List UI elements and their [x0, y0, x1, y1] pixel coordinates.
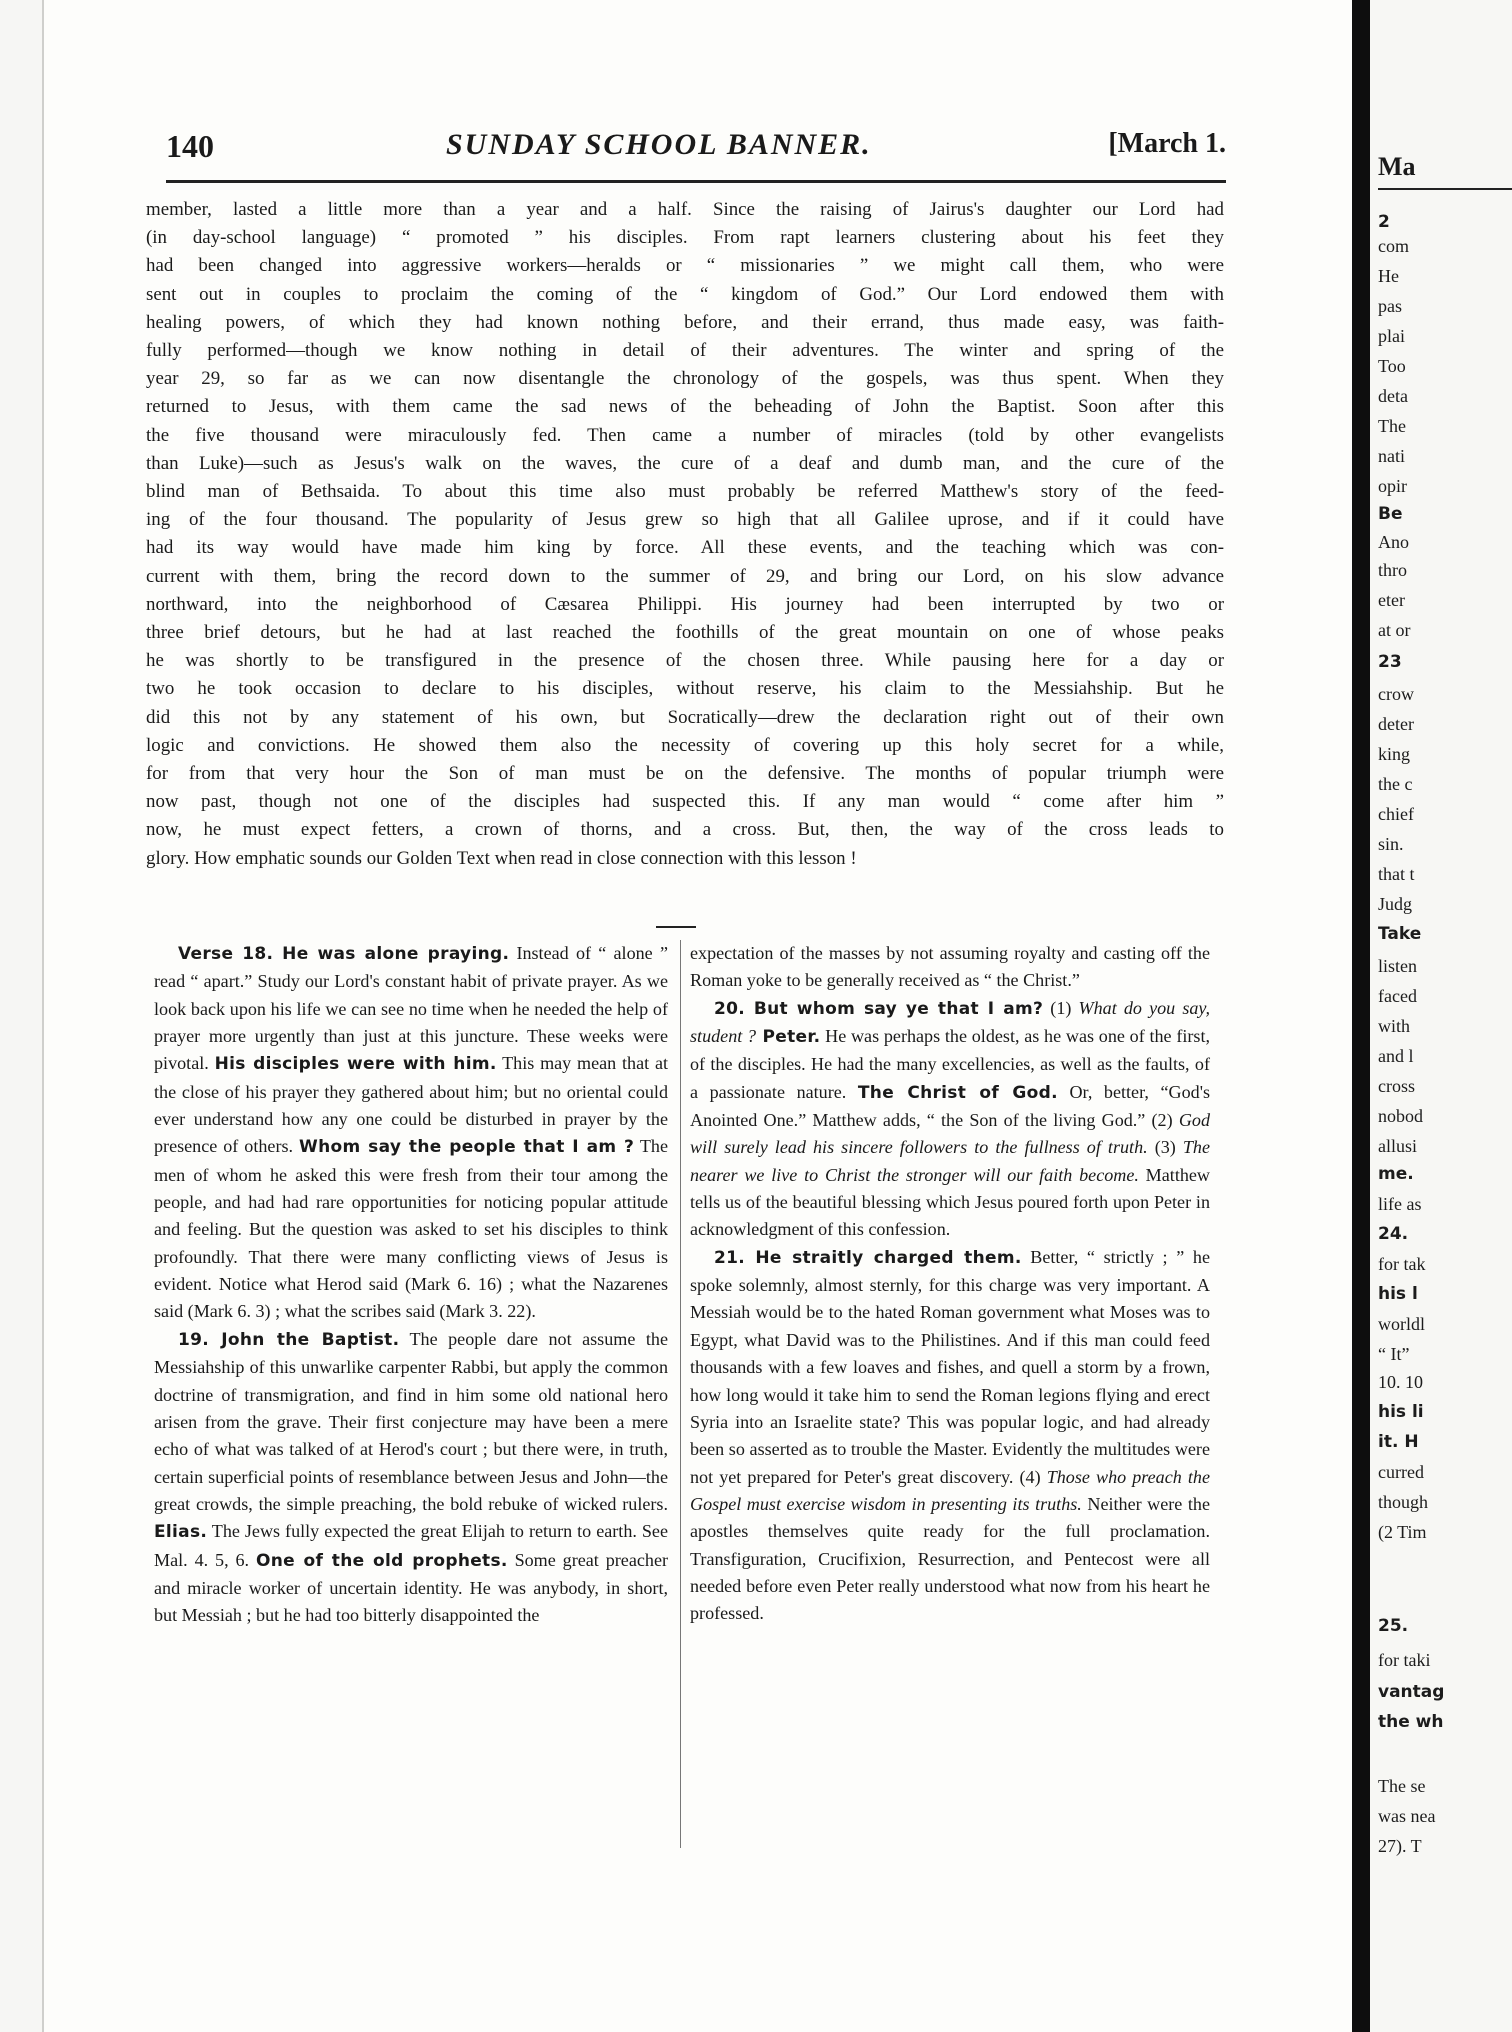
intro-line: year 29, so far as we can now disentangle the chronology of the gospels, was thus spent. When they: [146, 368, 1224, 390]
facing-page-line: thro: [1378, 560, 1407, 580]
intro-paragraph: [146, 196, 1224, 873]
facing-page-line: cross: [1378, 1076, 1415, 1096]
continued-text: expectation of the masses by not assuming royalty and casting off the Roman yoke to be generally received as “ the Christ.”: [690, 943, 1210, 991]
intro-line: member, lasted a little more than a year and a half. Since the raising of Jairus's daughter our Lord had: [146, 199, 1224, 220]
facing-page-line: with: [1378, 1016, 1411, 1036]
verse-20-text: (1): [1043, 997, 1079, 1018]
verse-21-text: Better, “ strictly ; ” he spoke solemnly, almost sternly, for this charge was very important. A Messiah would be to the hated Roman government what Moses was to Egypt, what David was to the Philistines. And if this man could feed thousands with a few loaves and fishes, and quell a storm by a frown, how long would it take him to send the Roman legions flying and erect Syria into an Israelite state? This was popular logic, and had already been so asserted as to trouble the Master. Evidently the multitudes were not yet prepared for Peter's great discovery. (4): [690, 1246, 1210, 1487]
verse-18-text: Instead of “ alone ” read “ apart.” Study our Lord's constant habit of private prayer. As we look back upon his life we can see no time when he needed the help of prayer more urgently than just at this juncture. These weeks were pivotal.: [154, 943, 668, 1074]
intro-line: logic and convictions. He showed them also the necessity of covering up this holy secret for a while,: [146, 734, 1224, 756]
facing-page-line: it. H: [1378, 1432, 1419, 1452]
facing-page-line: his l: [1378, 1284, 1418, 1304]
intro-line: had its way would have made him king by force. All these events, and the teaching which was con-: [146, 537, 1224, 559]
verse-18-note: [154, 940, 668, 1326]
facing-page-line: life as: [1378, 1194, 1422, 1214]
facing-page-header: Ma: [1378, 152, 1416, 181]
intro-line: he was shortly to be transfigured in the presence of the chosen three. While pausing here for a day or: [146, 650, 1224, 672]
facing-page-rule: [1378, 188, 1512, 190]
facing-page-line: 24.: [1378, 1224, 1409, 1244]
intro-line: than Luke)—such as Jesus's walk on the waves, the cure of a deaf and dumb man, and the cure of the: [146, 452, 1224, 474]
facing-page-line: worldl: [1378, 1314, 1425, 1334]
facing-page-line: faced: [1378, 986, 1417, 1006]
verse-20-italic-3: The nearer we live to Christ the stronger will our faith become.: [690, 1137, 1210, 1185]
running-date: [March 1.: [1108, 128, 1226, 159]
facing-page-line: (2 Tim: [1378, 1522, 1427, 1542]
facing-page-line: pas: [1378, 296, 1402, 316]
facing-page-line: 27). T: [1378, 1836, 1422, 1856]
intro-line: current with them, bring the record down to the summer of 29, and bring our Lord, on his slow advance: [146, 565, 1224, 587]
verse-19-text: The people dare not assume the Messiahship of this unwarlike carpenter Rabbi, but apply the common doctrine of transmigration, and find in him some old national hero arisen from the grave. Their first conjecture may have been a mere echo of what was talked of at Herod's court ; but there were, in truth, certain superficial points of resemblance between Jesus and John—the great crowds, the simple preaching, the bold rebuke of wicked rulers.: [154, 1328, 668, 1514]
verse-19-text-3: Some great preacher and miracle worker of uncertain identity. He was anybody, in short, but Messiah ; but he had too bitterly disappointed the: [154, 1549, 669, 1626]
facing-page-line: Be: [1378, 504, 1403, 524]
verse-20-text-4: (3): [1147, 1137, 1183, 1158]
intro-line: healing powers, of which they had known nothing before, and their errand, thus made easy, was faith-: [146, 311, 1224, 333]
facing-page-line: Take: [1378, 924, 1422, 944]
facing-page-line: that t: [1378, 864, 1415, 884]
intro-line: the five thousand were miraculously fed. Then came a number of miracles (told by other evangelists: [146, 424, 1224, 446]
intro-line: sent out in couples to proclaim the coming of the “ kingdom of God.” Our Lord endowed them with: [146, 283, 1224, 305]
verse-19-subheading-elias: Elias.: [154, 1522, 208, 1543]
facing-page-line: Judg: [1378, 894, 1413, 914]
facing-page-line: the wh: [1378, 1712, 1444, 1732]
running-header: [166, 128, 1226, 172]
verse-20-subheading-peter: Peter.: [756, 1027, 821, 1048]
verse-18-heading: Verse 18. He was alone praying.: [178, 944, 510, 964]
verse-21-note: [690, 1244, 1210, 1628]
verse-18-text-2: This may mean that at the close of his prayer they gathered about him; but no oriental could ever understand how any one could be disturbed in prayer by the presence of others.: [154, 1053, 668, 1157]
facing-page-line: com: [1378, 236, 1409, 256]
facing-page-line: 2: [1378, 212, 1390, 232]
facing-page-line: and l: [1378, 1046, 1414, 1066]
intro-line: now, he must expect fetters, a crown of thorns, and a cross. But, then, the way of the cross leads to: [146, 819, 1224, 841]
verse-21-heading: 21. He straitly charged them.: [714, 1247, 1022, 1268]
section-divider: [656, 926, 696, 928]
page-number: 140: [166, 128, 214, 164]
facing-page-line: sin.: [1378, 834, 1404, 854]
intro-line: northward, into the neighborhood of Cæsarea Philippi. His journey had been interrupted by two or: [146, 593, 1224, 615]
verse-20-note: [690, 995, 1210, 1244]
facing-page-line: listen: [1378, 956, 1417, 976]
facing-page-line: for tak: [1378, 1254, 1426, 1274]
facing-page-line: plai: [1378, 326, 1405, 346]
facing-page-fragment: [1370, 0, 1512, 2032]
facing-page-line: The se: [1378, 1776, 1426, 1796]
verse-21-italic: Those who preach the Gospel must exercise wisdom in presenting its truths.: [690, 1466, 1210, 1514]
verse-19-heading: 19. John the Baptist.: [178, 1329, 400, 1350]
intro-line: glory. How emphatic sounds our Golden Text when read in close connection with this lesson !: [146, 847, 857, 869]
header-rule: [166, 180, 1226, 183]
intro-line: now past, though not one of the disciples had suspected this. If any man would “ come after him ”: [146, 791, 1224, 813]
verse-20-text-5: Matthew tells us of the beautiful blessing which Jesus poured forth upon Peter in acknowledgment of this confession.: [690, 1164, 1210, 1240]
facing-page-line: opir: [1378, 476, 1407, 496]
intro-line: did this not by any statement of his own, but Socratically—drew the declaration right out of their own: [146, 706, 1224, 728]
facing-page-line: deter: [1378, 714, 1414, 734]
facing-page-line: allusi: [1378, 1136, 1417, 1156]
facing-page-line: eter: [1378, 590, 1405, 610]
facing-page-line: was nea: [1378, 1806, 1436, 1826]
verse-19-text-2: The Jews fully expected the great Elijah to return to earth. See Mal. 4. 5, 6.: [154, 1521, 668, 1570]
verse-20-heading: 20. But whom say ye that I am?: [714, 998, 1044, 1019]
facing-page-line: his li: [1378, 1402, 1424, 1422]
book-gutter: [1352, 0, 1370, 2032]
facing-page-line: Too: [1378, 356, 1406, 376]
intro-line: two he took occasion to declare to his disciples, without reserve, his claim to the Messiahship. But he: [146, 678, 1224, 700]
intro-line: fully performed—though we know nothing in detail of their adventures. The winter and spring of the: [146, 340, 1224, 362]
facing-page-line: though: [1378, 1492, 1429, 1512]
facing-page-line: for taki: [1378, 1650, 1431, 1670]
verse-20-italic-1: What do you say, student ?: [690, 997, 1210, 1047]
left-column: [154, 940, 668, 1630]
verse-18-subheading-whom: Whom say the people that I am ?: [299, 1137, 635, 1158]
verse-20-text-3: Or, better, “God's Anointed One.” Matthew adds, “ the Son of the living God.” (2): [690, 1081, 1210, 1131]
facing-page-line: deta: [1378, 386, 1408, 406]
intro-line: ing of the four thousand. The popularity of Jesus grew so high that all Galilee uprose, and if it could have: [146, 509, 1224, 531]
facing-page-line: “ It”: [1378, 1344, 1410, 1364]
running-title: SUNDAY SCHOOL BANNER.: [446, 128, 872, 161]
facing-page-line: vantag: [1378, 1682, 1445, 1702]
intro-line: (in day-school language) “ promoted ” his disciples. From rapt learners clustering about his feet they: [146, 227, 1224, 249]
facing-page-line: the c: [1378, 774, 1413, 794]
facing-page-line: 23: [1378, 652, 1402, 672]
verse-19-note: [154, 1326, 668, 1630]
intro-line: had been changed into aggressive workers—heralds or “ missionaries ” we might call them, who were: [146, 255, 1224, 277]
facing-page-line: 25.: [1378, 1616, 1409, 1636]
verse-18-subheading-disciples: His disciples were with him.: [214, 1054, 497, 1075]
intro-line: for from that very hour the Son of man must be on the defensive. The months of popular triumph were: [146, 763, 1224, 785]
right-column: [690, 940, 1210, 1628]
facing-page-line: me.: [1378, 1164, 1414, 1184]
intro-line: three brief detours, but he had at last reached the foothills of the great mountain on one of whose peaks: [146, 622, 1224, 644]
facing-page-line: chief: [1378, 804, 1414, 824]
facing-page-line: crow: [1378, 684, 1414, 704]
intro-line: blind man of Bethsaida. To about this time also must probably be referred Matthew's story of the feed-: [146, 481, 1224, 503]
facing-page-line: Ano: [1378, 532, 1409, 552]
verse-19-subheading-prophets: One of the old prophets.: [255, 1550, 508, 1571]
left-page-edge: [0, 0, 44, 2032]
facing-page-line: 10. 10: [1378, 1372, 1423, 1392]
facing-page-line: He: [1378, 266, 1399, 286]
column-divider: [680, 940, 681, 1848]
verse-20-italic-2: God will surely lead his sincere followers to the fullness of truth.: [690, 1110, 1210, 1158]
facing-page-line: curred: [1378, 1462, 1424, 1482]
facing-page-line: The: [1378, 416, 1406, 436]
verse-18-text-3: The men of whom he asked this were fresh from their tour among the people, and had had rare opportunities for noticing popular attitude and feeling. But the question was asked to set his disciples to think profoundly. That there were many conflicting views of Jesus is evident. Notice what Herod said (Mark 6. 16) ; what the Nazarenes said (Mark 6. 3) ; what the scribes said (Mark 3. 22).: [154, 1136, 668, 1322]
facing-page-line: nobod: [1378, 1106, 1423, 1126]
facing-page-line: nati: [1378, 446, 1405, 466]
facing-page-line: at or: [1378, 620, 1411, 640]
verse-21-text-2: Neither were the apostles themselves quite ready for the full proclamation. Transfiguration, Crucifixion, Resurrection, and Pentecost were all needed before even Peter really understood what now from his heart he professed.: [690, 1493, 1210, 1624]
intro-line: returned to Jesus, with them came the sad news of the beheading of John the Baptist. Soon after this: [146, 396, 1224, 418]
verse-20-text-2: He was perhaps the oldest, as he was one of the first, of the disciples. He had the many excellencies, as well as the faults, of a passionate nature.: [690, 1026, 1210, 1102]
verse-20-subheading-christ: The Christ of God.: [857, 1082, 1058, 1103]
facing-page-line: king: [1378, 744, 1411, 764]
